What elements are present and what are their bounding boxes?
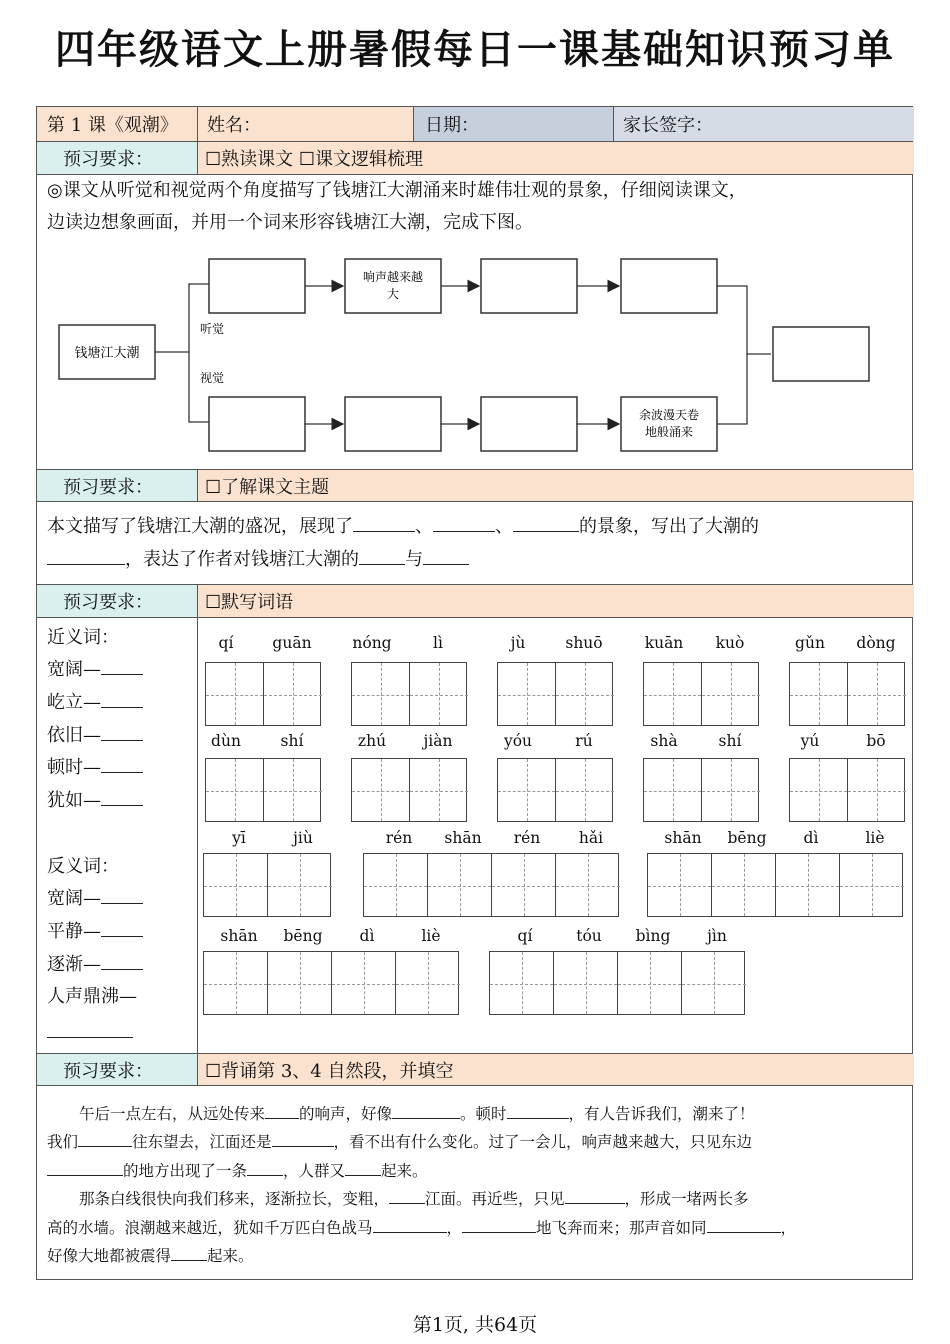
writing-grid[interactable]	[363, 853, 619, 917]
writing-grid[interactable]	[205, 758, 321, 822]
blank[interactable]	[78, 1128, 132, 1147]
grid-cell[interactable]	[364, 854, 428, 916]
writing-grid[interactable]	[489, 951, 745, 1015]
pinyin-label: hǎi	[578, 829, 604, 847]
root-label: 钱塘江大潮	[74, 346, 140, 361]
pinyin-label: yú	[800, 732, 820, 750]
grid-cell[interactable]	[702, 663, 760, 725]
grid-cell[interactable]	[490, 952, 554, 1014]
pinyin-label: kuò	[715, 634, 745, 652]
grid-cell[interactable]	[332, 952, 396, 1014]
instruction-line-1: ◎课文从听觉和视觉两个角度描写了钱塘江大潮涌来时雄伟壮观的景象，仔细阅读课文，	[47, 180, 747, 201]
pinyin-label: jiù	[293, 829, 313, 847]
pinyin-label: shān	[664, 829, 702, 847]
pinyin-label: liè	[421, 927, 441, 945]
pinyin-label: guān	[272, 634, 312, 652]
grid-cell[interactable]	[268, 952, 332, 1014]
grid-cell[interactable]	[204, 952, 268, 1014]
grid-cell[interactable]	[498, 759, 556, 821]
pinyin-label: dì	[803, 829, 819, 847]
writing-grid[interactable]	[789, 662, 905, 726]
grid-cell[interactable]	[410, 759, 468, 821]
pinyin-label: liè	[865, 829, 885, 847]
pinyin-label: qí	[517, 927, 533, 945]
pinyin-writing-area	[37, 107, 914, 1057]
bottom-box-4-line-2: 地般涌来	[644, 425, 694, 439]
pinyin-label: bēng	[283, 927, 323, 945]
grid-cell[interactable]	[618, 952, 682, 1014]
name-field[interactable]: 姓名：	[197, 107, 413, 141]
synonym-item: 依旧—	[47, 721, 143, 747]
writing-grid[interactable]	[203, 853, 331, 917]
blank[interactable]	[389, 1185, 425, 1204]
grid-cell[interactable]	[682, 952, 746, 1014]
writing-grid[interactable]	[643, 662, 759, 726]
page-footer: 第1页, 共64页	[412, 1314, 538, 1336]
pinyin-label: dòng	[856, 634, 896, 652]
recite-paragraph-line: 好像大地都被震得 起来。	[47, 1242, 254, 1271]
recite-paragraph-line: 我们 往东望去，江面还是 ，看不出有什么变化。过了一会儿，响声越来越大，只见东边	[47, 1128, 752, 1157]
top-box-2-line-2: 大	[386, 287, 400, 301]
pinyin-label: rén	[513, 829, 541, 847]
grid-cell[interactable]	[428, 854, 492, 916]
grid-cell[interactable]	[848, 663, 906, 725]
synonym-title: 近义词：	[47, 627, 119, 648]
antonym-item: 平静—	[47, 917, 143, 943]
blank[interactable]	[707, 1214, 781, 1233]
grid-cell[interactable]	[268, 854, 332, 916]
pinyin-label: gǔn	[795, 634, 825, 652]
pinyin-label: rén	[385, 829, 413, 847]
pinyin-label: jù	[510, 634, 526, 652]
pinyin-label: shān	[220, 927, 258, 945]
antonym-item: 宽阔—	[47, 884, 143, 910]
pinyin-label: bō	[866, 732, 886, 750]
blank[interactable]	[247, 1157, 283, 1176]
blank[interactable]	[171, 1242, 207, 1261]
grid-cell[interactable]	[644, 663, 702, 725]
grid-cell[interactable]	[396, 952, 460, 1014]
pinyin-label: bēng	[727, 829, 767, 847]
grid-cell[interactable]	[264, 759, 322, 821]
branch-label-sight: 视觉	[200, 371, 225, 385]
requirement-checklist-1[interactable]: ☐熟读课文 ☐课文逻辑梳理	[197, 142, 914, 174]
writing-grid[interactable]	[205, 662, 321, 726]
blank[interactable]	[462, 1214, 536, 1233]
grid-cell[interactable]	[776, 854, 840, 916]
synonym-item: 宽阔—	[47, 655, 143, 681]
parent-signature-field[interactable]: 家长签字：	[613, 107, 914, 141]
grid-cell[interactable]	[648, 854, 712, 916]
synonym-item: 屹立—	[47, 688, 143, 714]
pinyin-label: shí	[718, 732, 742, 750]
recite-paragraph-line: 高的水墙。浪潮越来越近，犹如千万匹白色战马 ， 地飞奔而来；那声音如同 ，	[47, 1214, 796, 1243]
recite-paragraph-line: 的地方出现了一条 ，人群又 起来。	[47, 1157, 428, 1186]
writing-grid[interactable]	[351, 758, 467, 822]
theme-line-2: ，表达了作者对钱塘江大潮的 与	[47, 544, 469, 576]
pinyin-label: dì	[359, 927, 375, 945]
blank[interactable]	[392, 1100, 460, 1119]
pinyin-label: bìng	[635, 927, 671, 945]
recite-paragraph-line: 那条白线很快向我们移来，逐渐拉长，变粗， 江面。再近些，只见 ，形成一堵两长多	[47, 1185, 749, 1214]
pinyin-label: nóng	[352, 634, 392, 652]
writing-grid[interactable]	[497, 662, 613, 726]
grid-cell[interactable]	[206, 759, 264, 821]
blank[interactable]	[47, 1157, 123, 1176]
theme-line-1: 本文描写了钱塘江大潮的盛况，展现了 、 、 的景象，写出了大潮的	[47, 511, 759, 543]
requirement-label: 预习要求：	[37, 585, 197, 617]
top-box-2-line-1: 响声越来越	[362, 270, 424, 284]
grid-cell[interactable]	[410, 663, 468, 725]
pinyin-label: zhú	[357, 732, 387, 750]
pinyin-label: rú	[575, 732, 593, 750]
pinyin-label: kuān	[644, 634, 684, 652]
recite-paragraph-line: 午后一点左右，从远处传来 的响声，好像 。顿时 ，有人告诉我们，潮来了！	[47, 1100, 755, 1129]
pinyin-label: shuō	[565, 634, 603, 652]
pinyin-label: qí	[218, 634, 234, 652]
pinyin-label: yóu	[503, 732, 533, 750]
date-field[interactable]: 日期：	[413, 107, 613, 141]
blank[interactable]	[565, 1185, 625, 1204]
lesson-label: 第 1 课《观潮》	[37, 107, 197, 141]
instruction-line-2: 边读边想象画面，并用一个词来形容钱塘江大潮，完成下图。	[47, 212, 533, 233]
grid-cell[interactable]	[264, 663, 322, 725]
grid-cell[interactable]	[712, 854, 776, 916]
grid-cell[interactable]	[702, 759, 760, 821]
requirement-label: 预习要求：	[37, 1054, 197, 1085]
pinyin-label: tóu	[576, 927, 602, 945]
grid-cell[interactable]	[790, 663, 848, 725]
writing-grid[interactable]	[203, 951, 459, 1015]
writing-grid[interactable]	[351, 662, 467, 726]
blank[interactable]	[265, 1100, 299, 1119]
antonym-item: 人声鼎沸—	[47, 986, 137, 1007]
branch-label-hearing: 听觉	[200, 322, 225, 336]
requirement-checklist-4[interactable]: ☐背诵第 3、4 自然段，并填空	[197, 1054, 914, 1085]
blank[interactable]	[272, 1128, 334, 1147]
grid-cell[interactable]	[204, 854, 268, 916]
grid-cell[interactable]	[352, 663, 410, 725]
pinyin-label: lì	[433, 634, 443, 652]
writing-grid[interactable]	[643, 758, 759, 822]
grid-cell[interactable]	[840, 854, 904, 916]
blank[interactable]	[373, 1214, 447, 1233]
grid-cell[interactable]	[556, 759, 614, 821]
antonym-title: 反义词：	[47, 856, 119, 877]
writing-grid[interactable]	[789, 758, 905, 822]
pinyin-label: jìn	[707, 927, 727, 945]
pinyin-label: shān	[444, 829, 482, 847]
grid-cell[interactable]	[790, 759, 848, 821]
requirement-checklist-3[interactable]: ☐默写词语	[197, 585, 914, 617]
grid-cell[interactable]	[492, 854, 556, 916]
worksheet	[36, 106, 913, 1280]
pinyin-label: yī	[232, 829, 246, 847]
blank[interactable]	[507, 1100, 569, 1119]
page-title: 四年级语文上册暑假每日一课基础知识预习单	[55, 26, 895, 73]
pinyin-label: dùn	[211, 732, 241, 750]
requirement-label: 预习要求：	[37, 142, 197, 174]
synonym-item: 顿时—	[47, 753, 143, 779]
grid-cell[interactable]	[556, 663, 614, 725]
synonym-item: 犹如—	[47, 786, 143, 812]
grid-cell[interactable]	[352, 759, 410, 821]
grid-cell[interactable]	[498, 663, 556, 725]
grid-cell[interactable]	[644, 759, 702, 821]
requirement-label: 预习要求：	[37, 470, 197, 501]
pinyin-label: shí	[280, 732, 304, 750]
grid-cell[interactable]	[554, 952, 618, 1014]
writing-grid[interactable]	[647, 853, 903, 917]
grid-cell[interactable]	[556, 854, 620, 916]
antonym-item: 逐渐—	[47, 950, 143, 976]
pinyin-label: jiàn	[423, 732, 453, 750]
requirement-checklist-2[interactable]: ☐了解课文主题	[197, 470, 914, 501]
blank[interactable]	[345, 1157, 381, 1176]
grid-cell[interactable]	[206, 663, 264, 725]
writing-grid[interactable]	[497, 758, 613, 822]
pinyin-label: shà	[650, 732, 678, 750]
bottom-box-4-line-1: 余波漫天卷	[638, 408, 700, 422]
grid-cell[interactable]	[848, 759, 906, 821]
